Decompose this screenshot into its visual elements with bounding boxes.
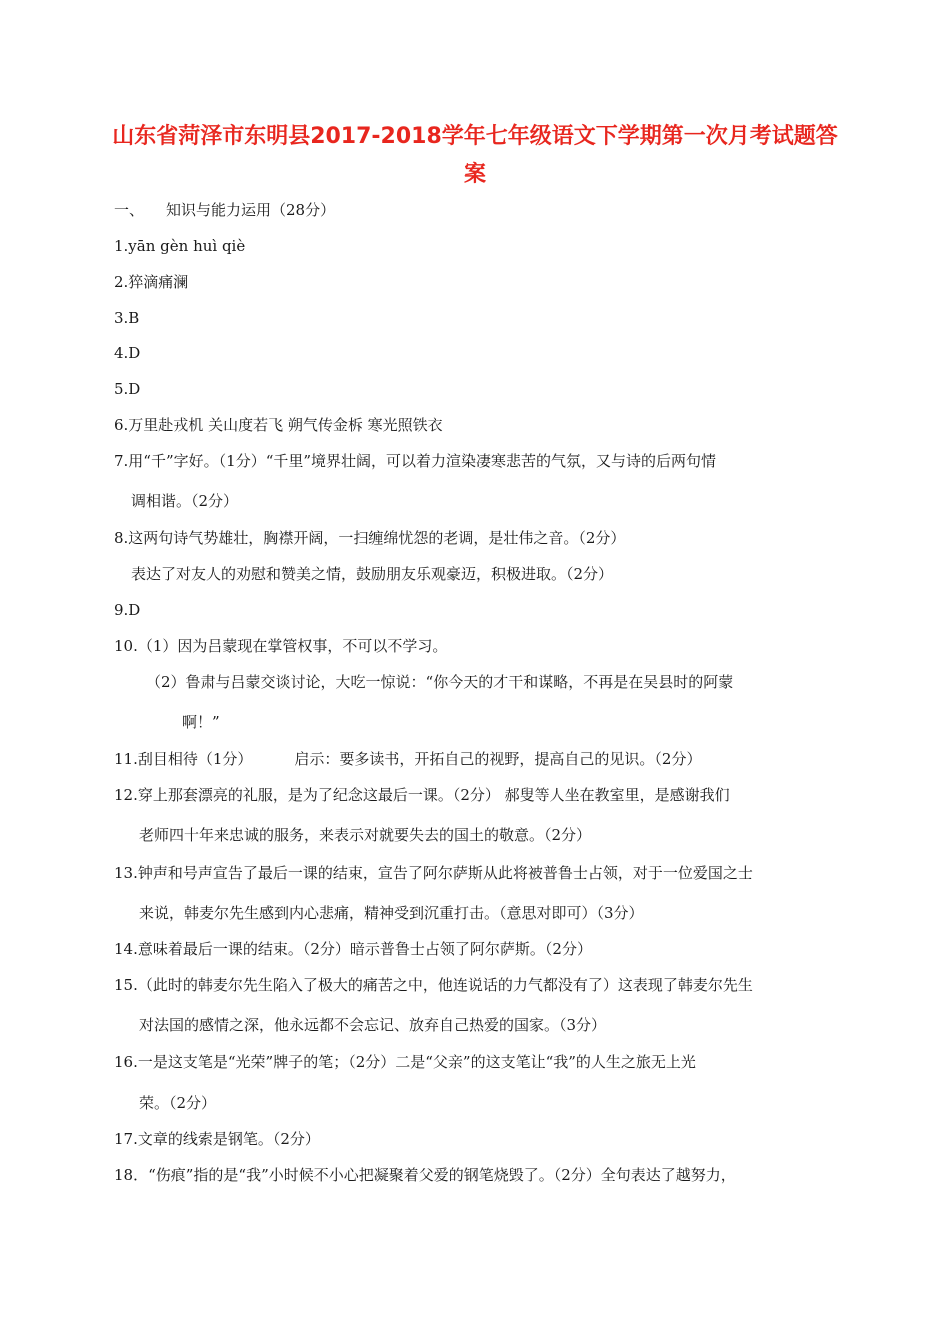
answer-7-line1: 7.用“千”字好。（1分）“千里”境界壮阔，可以着力渲染凄寒悲苦的气氛，又与诗的后两句情 xyxy=(114,452,717,470)
answer-1: 1.yān gèn huì qiè xyxy=(114,237,246,255)
section-number: 一、 xyxy=(114,201,145,219)
answer-16-line1: 16.一是这支笔是“光荣”牌子的笔；（2分）二是“父亲”的这支笔让“我”的人生之旅无上光 xyxy=(114,1053,696,1071)
answer-16-line2: 荣。（2分） xyxy=(139,1094,217,1112)
answer-13-line2: 来说，韩麦尔先生感到内心悲痛，精神受到沉重打击。（意思对即可）（3分） xyxy=(139,904,644,922)
answer-2: 2.猝滴痛澜 xyxy=(114,273,189,291)
answer-12-line2: 老师四十年来忠诚的服务，来表示对就要失去的国土的敬意。（2分） xyxy=(139,826,592,844)
document-title-line2: 案 xyxy=(463,162,486,187)
answer-13-line1: 13.钟声和号声宣告了最后一课的结束，宣告了阿尔萨斯从此将被普鲁士占领，对于一位爱国之士 xyxy=(114,864,753,882)
answer-15-line2: 对法国的感情之深，他永远都不会忘记、放弃自己热爱的国家。（3分） xyxy=(139,1016,607,1034)
answer-12-line1: 12.穿上那套漂亮的礼服，是为了纪念这最后一课。（2分） 郝叟等人坐在教室里，是感谢我们 xyxy=(114,786,730,804)
answer-14: 14.意味着最后一课的结束。（2分）暗示普鲁士占领了阿尔萨斯。（2分） xyxy=(114,940,592,958)
answer-8-line1: 8.这两句诗气势雄壮，胸襟开阔，一扫缠绵忧怨的老调，是壮伟之音。（2分） xyxy=(114,529,626,547)
answer-5: 5.D xyxy=(114,380,141,398)
answer-17: 17.文章的线索是钢笔。（2分） xyxy=(114,1130,320,1148)
answer-8-line2: 表达了对友人的劝慰和赞美之情，鼓励朋友乐观豪迈，积极进取。（2分） xyxy=(131,565,614,583)
answer-11-part2: 启示：要多读书，开拓自己的视野，提高自己的见识。（2分） xyxy=(294,750,702,768)
answer-10-line3: 啊！” xyxy=(182,713,220,731)
answer-10-line1: 10.（1）因为吕蒙现在掌管权事，不可以不学习。 xyxy=(114,637,448,655)
answer-18-line1: 18．“伤痕”指的是“我”小时候不小心把凝聚着父爱的钢笔烧毁了。（2分）全句表达了越努力， xyxy=(114,1166,736,1184)
answer-10-line2: （2）鲁肃与吕蒙交谈讨论，大吃一惊说：“你今天的才干和谋略，不再是在吴县时的阿蒙 xyxy=(146,673,734,691)
answer-11-part1: 11.刮目相待（1分） xyxy=(114,750,253,768)
section-heading xyxy=(114,199,335,221)
answer-9: 9.D xyxy=(114,601,141,619)
answer-3: 3.B xyxy=(114,309,140,327)
answer-4: 4.D xyxy=(114,344,141,362)
answer-6: 6.万里赴戎机 关山度若飞 朔气传金柝 寒光照铁衣 xyxy=(114,416,443,434)
document-title-line1: 山东省菏泽市东明县2017-2018学年七年级语文下学期第一次月考试题答 xyxy=(112,124,838,149)
section-title: 知识与能力运用（28分） xyxy=(166,201,336,219)
answer-15-line1: 15.（此时的韩麦尔先生陷入了极大的痛苦之中，他连说话的力气都没有了）这表现了韩麦尔先生 xyxy=(114,976,753,994)
answer-11 xyxy=(114,748,701,770)
answer-7-line2: 调相谐。（2分） xyxy=(131,492,239,510)
